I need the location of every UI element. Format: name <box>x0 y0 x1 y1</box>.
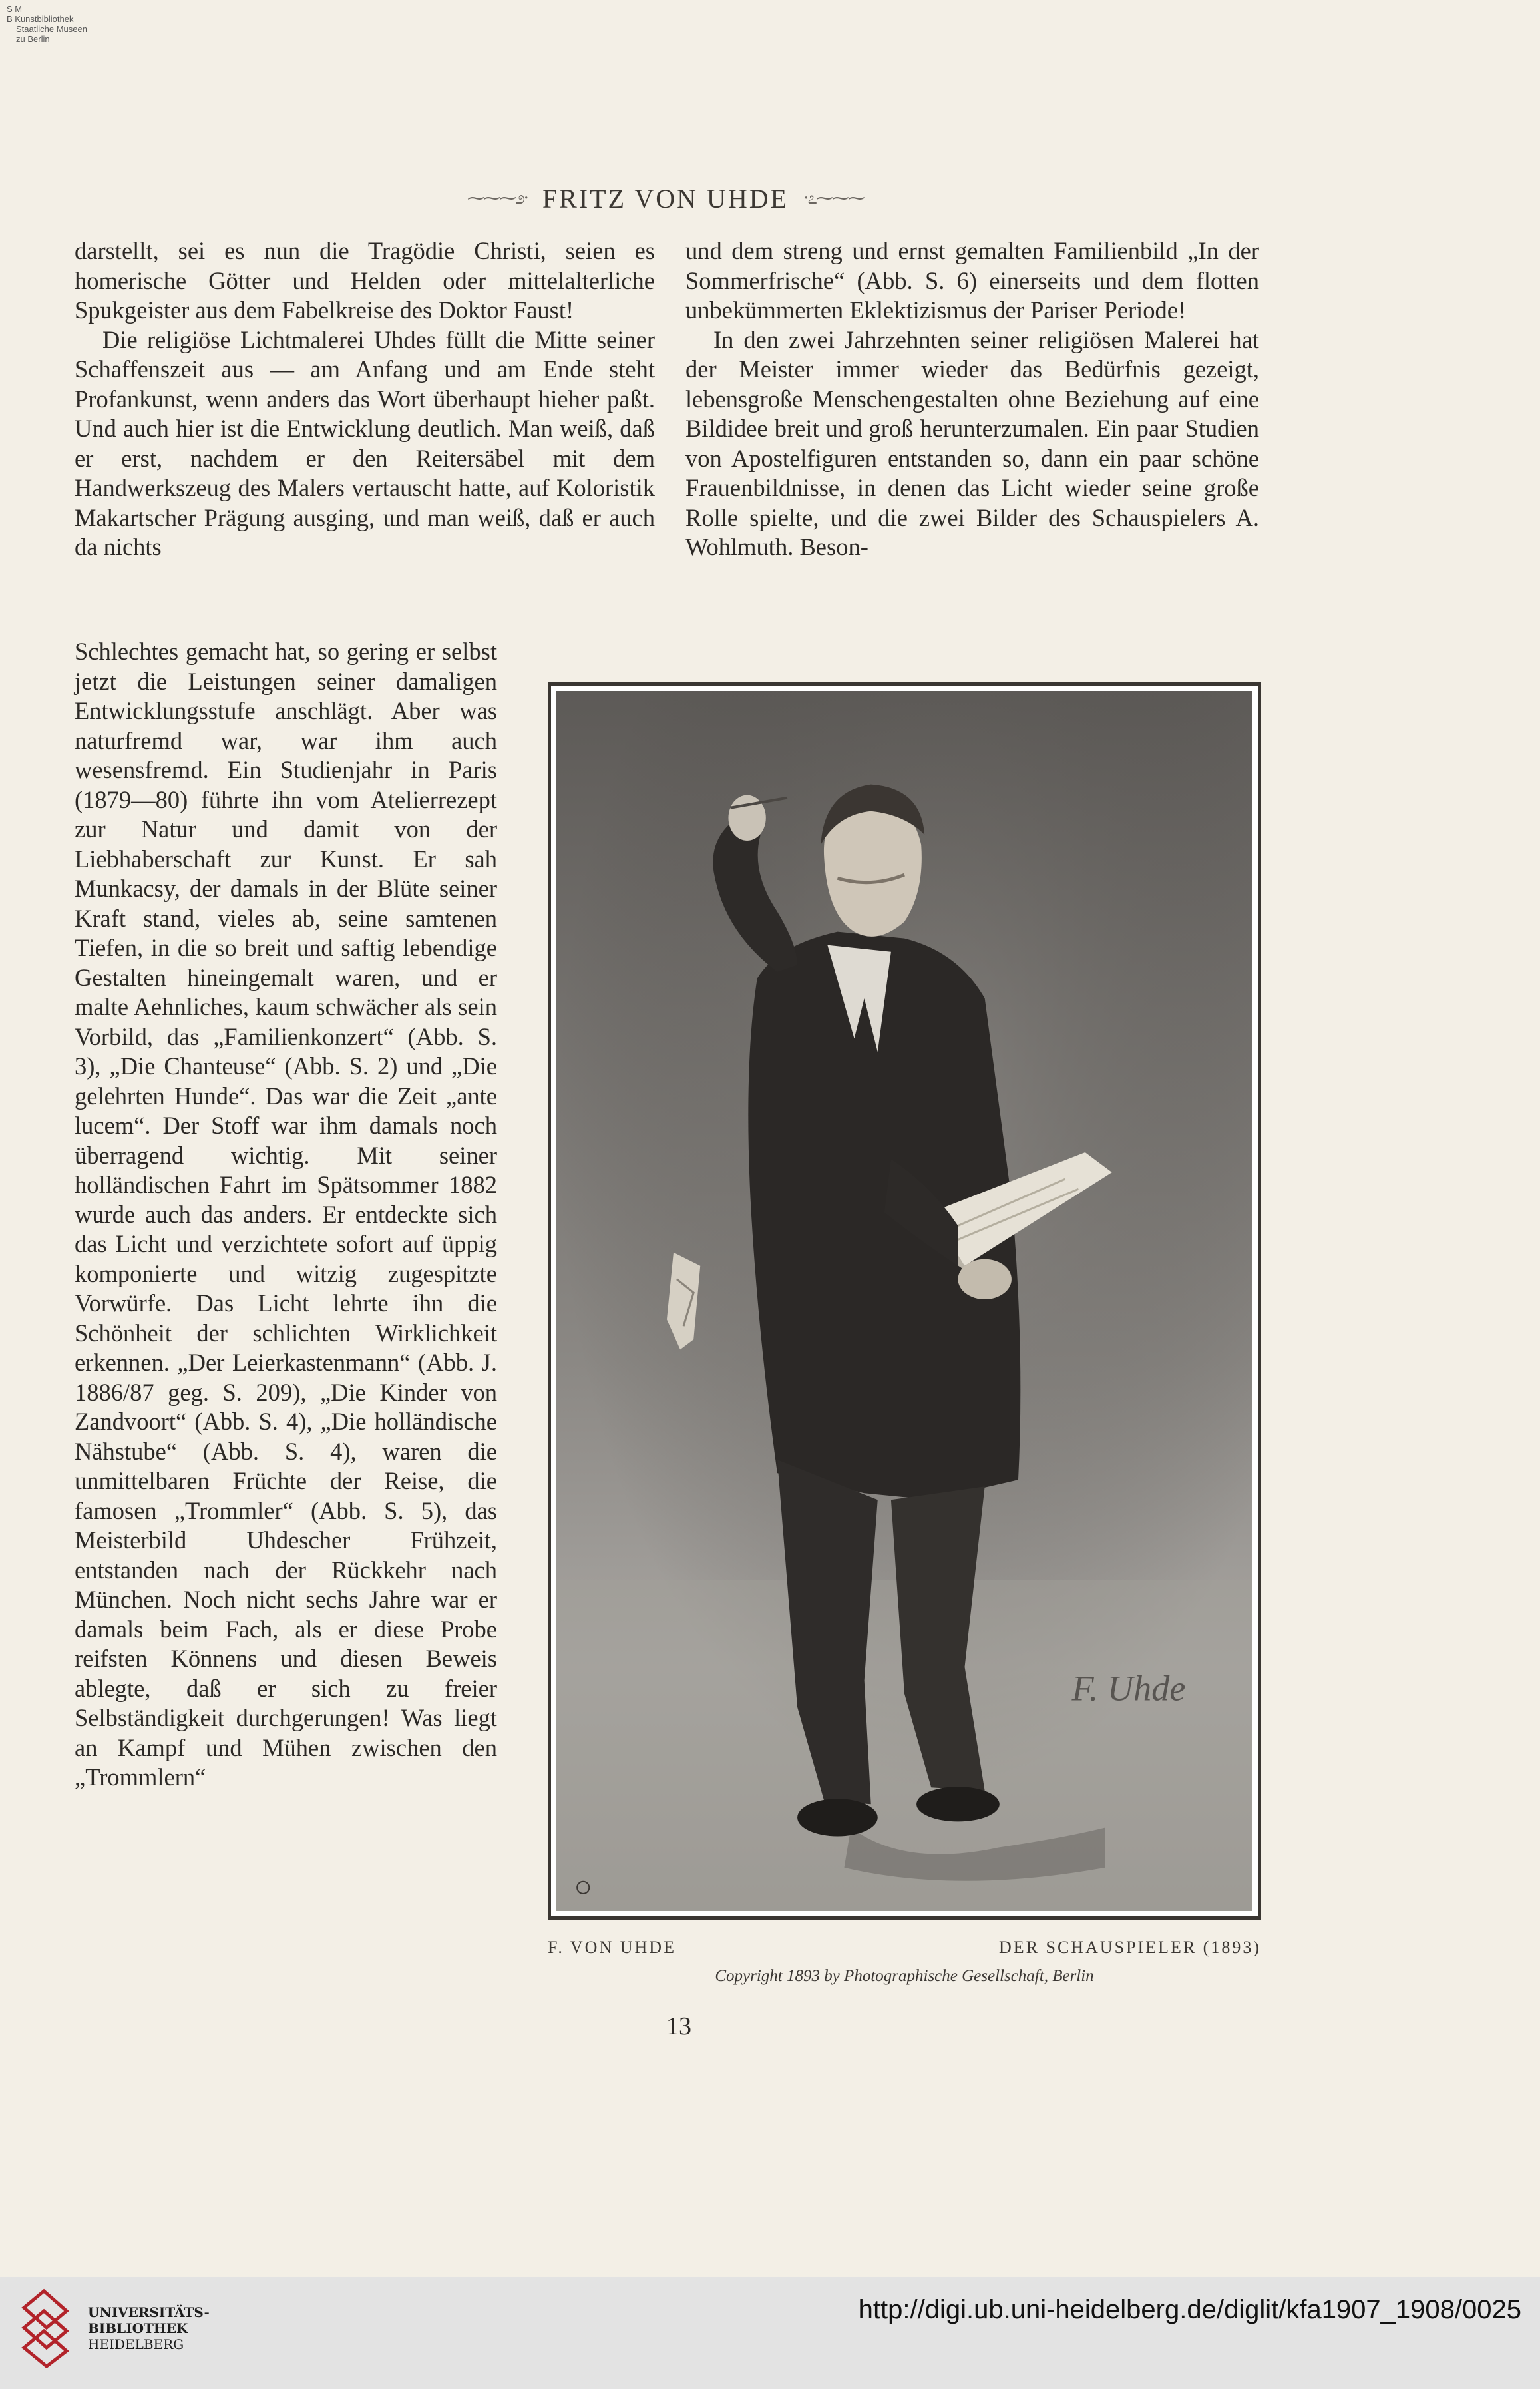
paragraph: In den zwei Jahrzehnten seiner religiösen Malerei hat der Meister immer wieder das Bedürfnis gezeigt, lebensgroße Menschengestalten ohne Beziehung auf eine Bildidee breit und groß herunterzumalen. Ein paar Studien von Apostelfiguren entstanden so, dann ein paar schöne Frauenbildnisse, in denen das Licht wieder seine große Rolle spielte, und die zwei Bilder des Schauspielers A. Wohlmuth. Beson- <box>685 326 1259 560</box>
caption-title: DER SCHAUSPIELER (1893) <box>998 1938 1261 1957</box>
paragraph: darstellt, sei es nun die Tragödie Christi, seien es homerische Götter und Helden oder mittelalterliche Spukgeister aus dem Fabelkreise des Doktor Faust! <box>75 237 655 324</box>
running-title: FRITZ VON UHDE <box>542 183 789 214</box>
copyright-line: Copyright 1893 by Photographische Gesellschaft, Berlin <box>715 1967 1094 1985</box>
permalink-url[interactable]: http://digi.ub.uni-heidelberg.de/diglit/kfa1907_1908/0025 <box>858 2295 1521 2324</box>
stamp-line: B Kunstbibliothek <box>7 14 74 24</box>
stamp-line: S M <box>7 4 23 14</box>
left-column-top <box>75 236 655 562</box>
left-column-wrapped-text <box>75 637 497 1793</box>
stamp-line: zu Berlin <box>16 34 50 44</box>
library-stamp <box>7 4 87 44</box>
stamp-line: Staatliche Museen <box>16 24 87 34</box>
right-flourish-ornament: ·೭⁓⁓⁓ <box>803 188 864 208</box>
university-library-logo-icon <box>17 2288 73 2368</box>
running-head <box>393 180 938 217</box>
page-number: 13 <box>666 2012 691 2040</box>
paragraph: Die religiöse Lichtmalerei Uhdes füllt die Mitte seiner Schaffenszeit aus — am Anfang und am Ende steht Profankunst, wenn anders das Wort überhaupt hieher paßt. Und auch hier ist die Entwicklung deutlich. Man weiß, daß er erst, nachdem er den Reitersäbel mit dem Handwerkszeug des Malers vertauscht hatte, auf Koloristik Makartscher Prägung ausging, und man weiß, daß er auch da nichts <box>75 326 655 560</box>
library-name-line: HEIDELBERG <box>88 2336 184 2352</box>
actor-painting-illustration <box>556 691 1252 1911</box>
painting-signature: F. Uhde <box>1071 1668 1186 1709</box>
painting-image <box>556 691 1252 1911</box>
library-name-line: BIBLIOTHEK <box>88 2320 188 2336</box>
paragraph: und dem streng und ernst gemalten Familienbild „In der Sommerfrische“ (Abb. S. 6) einerseits und dem flotten unbekümmerten Eklektizismus der Pariser Periode! <box>685 237 1259 324</box>
right-column <box>685 236 1259 562</box>
library-name-line: UNIVERSITÄTS- <box>88 2304 210 2320</box>
paragraph: Schlechtes gemacht hat, so gering er selbst jetzt die Leistungen seiner damaligen Entwicklungsstufe anschlägt. Aber was naturfremd war, war ihm auch wesensfremd. Ein Studienjahr in Paris (1879—80) führte ihn vom Atelierrezept zur Natur und damit von der Liebhaberschaft zur Kunst. Er sah Munkacsy, der damals in der Blüte seiner Kraft stand, vieles ab, seine samtenen Tiefen, in die so breit und saftig lebendige Gestalten hineingemalt waren, und er malte Aehnliches, kaum schwächer als sein Vorbild, das „Familienkonzert“ (Abb. S. 3), „Die Chanteuse“ (Abb. S. 2) und „Die gelehrten Hunde“. Das war die Zeit „ante lucem“. Der Stoff war ihm damals noch überragend wichtig. Mit seiner holländischen Fahrt im Spätsommer 1882 wurde auch das anders. Er entdeckte sich das Licht und verzichtete sofort auf üppig komponierte und witzig zugespitzte Vorwürfe. Das Licht lehrte ihn die Schönheit der schlichten Wirklichkeit erkennen. „Der Leierkastenmann“ (Abb. J. 1886/87 geg. S. 209), „Die Kinder von Zandvoort“ (Abb. S. 4), „Die holländische Nähstube“ (Abb. S. 4), waren die unmittelbaren Früchte der Reise, die famosen „Trommler“ (Abb. S. 5), das Meisterbild Uhdescher Frühzeit, entstanden nach der Rückkehr nach München. Noch nicht sechs Jahre war er damals beim Fach, als er diese Probe reifsten Könnens und diesen Beweis ablegte, daß er sich zu freier Selbständigkeit durchgerungen! Was liegt an Kampf und Mühen zwischen den „Trommlern“ <box>75 638 497 1791</box>
painting-figure <box>548 682 1261 1920</box>
left-flourish-ornament: ⁓⁓⁓೨· <box>467 188 528 208</box>
caption-artist: F. VON UHDE <box>548 1938 676 1957</box>
library-name <box>88 2304 210 2352</box>
footer-bar <box>0 2277 1540 2389</box>
